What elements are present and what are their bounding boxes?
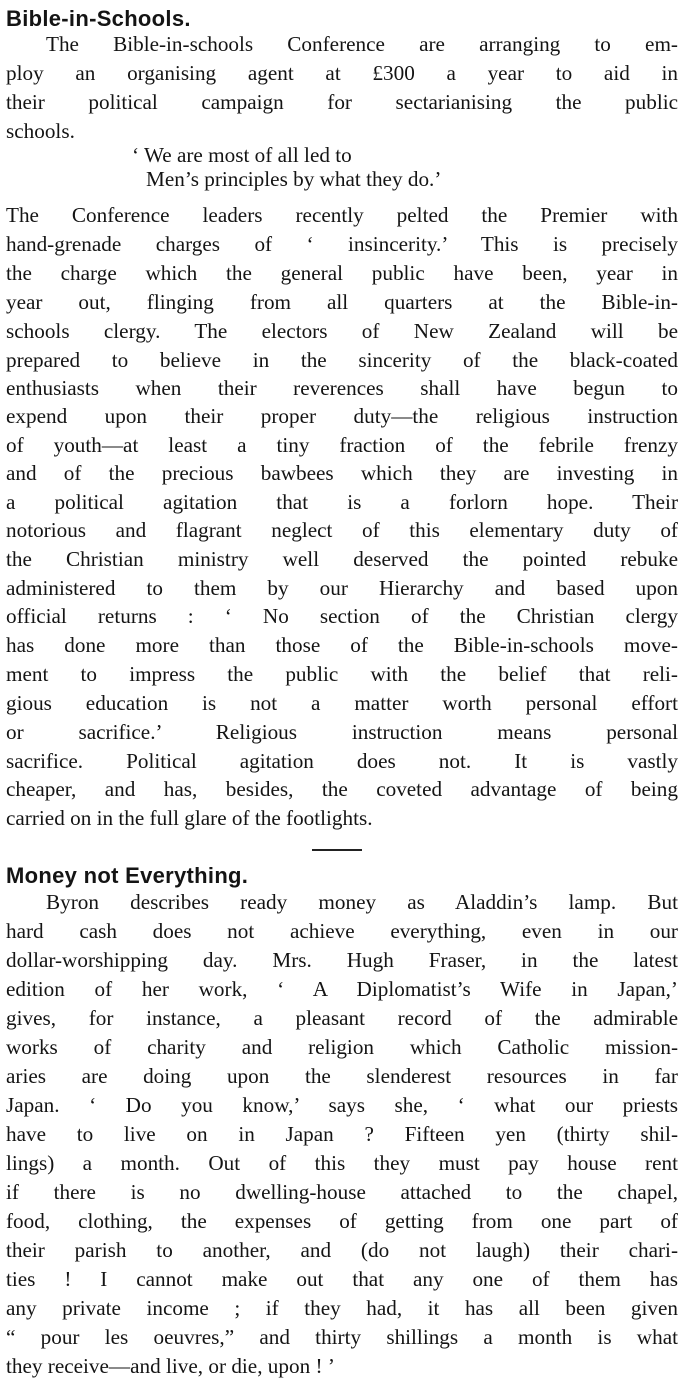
paragraph-line: schools clergy. The electors of New Zealand will be [6,319,678,343]
paragraph-line: of youth—at least a tiny fraction of the febrile frenzy [6,433,678,457]
paragraph-line: administered to them by our Hierarchy and based upon [6,576,678,600]
paragraph-line: ties ! I cannot make out that any one of them has [6,1267,678,1291]
paragraph-line: hand-grenade charges of ‘ insincerity.’ This is precisely [6,232,678,256]
paragraph-line: “ pour les oeuvres,” and thirty shillings a month is what [6,1325,678,1349]
paragraph-line: has done more than those of the Bible-in-schools move- [6,633,678,657]
paragraph-line: have to live on in Japan ? Fifteen yen (thirty shil- [6,1122,678,1146]
paragraph-line: and of the precious bawbees which they are investing in [6,461,678,485]
paragraph-line: they receive—and live, or die, upon ! ’ [6,1354,335,1378]
paragraph-line: hard cash does not achieve everything, even in our [6,919,678,943]
paragraph-line: ment to impress the public with the belief that reli- [6,662,678,686]
paragraph-line: The Conference leaders recently pelted the Premier with [6,203,678,227]
paragraph-line: Byron describes ready money as Aladdin’s lamp. But [46,890,678,914]
paragraph-line: any private income ; if they had, it has all been given [6,1296,678,1320]
paragraph-line: The Bible-in-schools Conference are arranging to em- [46,32,678,56]
paragraph-line: year out, flinging from all quarters at the Bible-in- [6,290,678,314]
paragraph-line: the Christian ministry well deserved the pointed rebuke [6,547,678,571]
paragraph-line: their political campaign for sectarianising the public [6,90,678,114]
paragraph-line: schools. [6,119,75,143]
paragraph-line: a political agitation that is a forlorn hope. Their [6,490,678,514]
paragraph-line: Japan. ‘ Do you know,’ says she, ‘ what our priests [6,1093,678,1117]
paragraph-line: enthusiasts when their reverences shall have begun to [6,376,678,400]
paragraph-line: expend upon their proper duty—the religious instruction [6,404,678,428]
paragraph-line: sacrifice. Political agitation does not. It is vastly [6,749,678,773]
paragraph-line: edition of her work, ‘ A Diplomatist’s Wife in Japan,’ [6,977,678,1001]
paragraph-line: ploy an organising agent at £300 a year to aid in [6,61,678,85]
quotation-line: ‘ We are most of all led to [132,143,352,167]
section-heading-bible-in-schools: Bible-in-Schools. [6,6,191,31]
quotation-line: Men’s principles by what they do.’ [146,167,442,191]
paragraph-line: food, clothing, the expenses of getting from one part of [6,1209,678,1233]
paragraph-line: notorious and flagrant neglect of this elementary duty of [6,518,678,542]
paragraph-line: carried on in the full glare of the footlights. [6,806,373,830]
section-heading-money-not-everything: Money not Everything. [6,863,249,888]
paragraph-line: the charge which the general public have been, year in [6,261,678,285]
paragraph-line: cheaper, and has, besides, the coveted advantage of being [6,777,678,801]
section-divider [312,849,362,851]
paragraph-line: lings) a month. Out of this they must pay house rent [6,1151,678,1175]
paragraph-line: gious education is not a matter worth personal effort [6,691,678,715]
paragraph-line: if there is no dwelling-house attached to the chapel, [6,1180,678,1204]
paragraph-line: official returns : ‘ No section of the Christian clergy [6,604,678,628]
paragraph-line: their parish to another, and (do not laugh) their chari- [6,1238,678,1262]
paragraph-line: gives, for instance, a pleasant record of the admirable [6,1006,678,1030]
paragraph-line: dollar-worshipping day. Mrs. Hugh Fraser, in the latest [6,948,678,972]
paragraph-line: works of charity and religion which Catholic mission- [6,1035,678,1059]
paragraph-line: prepared to believe in the sincerity of the black-coated [6,348,678,372]
paragraph-line: or sacrifice.’ Religious instruction means personal [6,720,678,744]
paragraph-line: aries are doing upon the slenderest resources in far [6,1064,678,1088]
